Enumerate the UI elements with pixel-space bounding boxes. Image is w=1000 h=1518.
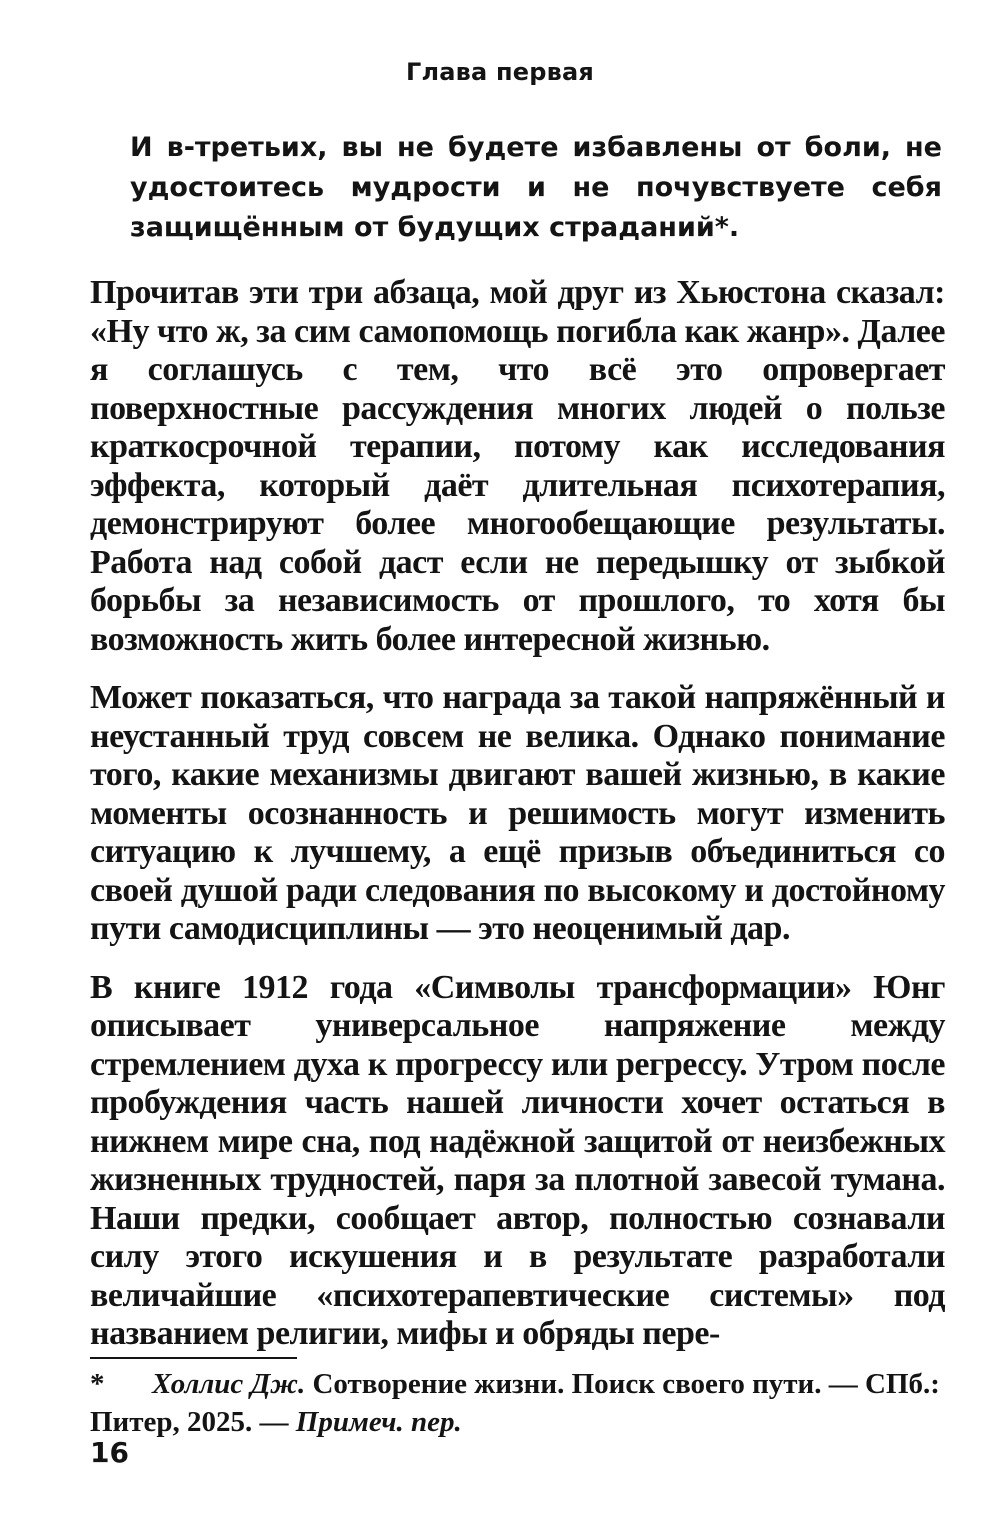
footnote-divider [90,1357,297,1359]
footnote-marker: * [90,1368,105,1400]
page-number: 16 [90,1436,129,1469]
body-text [90,274,945,1374]
paragraph: В книге 1912 года «Символы трансформации» Юнг описывает универсальное напряжение между стремлением духа к прогрессу или регрессу. Утром после пробуждения часть нашей личности хочет остаться в нижнем мире сна, под надёжной защитой от неизбежных жизненных трудностей, паря за плотной завесой тумана. Наши предки, сообщает автор, полностью сознавали силу этого искушения и в результате разработали величайшие «психотерапевтические системы» под названием религии, мифы и обряды пере- [90,968,945,1352]
running-head: Глава первая [405,58,595,86]
footnote [90,1365,950,1441]
footnote-author: Холлис Дж. [152,1368,306,1400]
paragraph: Может показаться, что награда за такой напряжённый и неустанный труд совсем не велика. Однако понимание того, какие механизмы двигают вашей жизнью, в какие моменты осознанность и решимость могут изменить ситуацию к лучшему, а ещё призыв объединиться со своей душой ради следования по высокому и достойному пути самодисциплины — это неоценимый дар. [90,679,945,947]
footnote-text: Сотворение жизни. Поиск своего пути. — СПб.: Питер, 2025. — [90,1368,940,1438]
footnote-translator-note: Примеч. пер. [295,1406,462,1438]
paragraph: Прочитав эти три абзаца, мой друг из Хьюстона сказал: «Ну что ж, за сим самопомощь погибла как жанр». Далее я соглашусь с тем, что всё это опровергает поверхностные рассуждения многих людей о пользе краткосрочной терапии, потому как исследования эффекта, который даёт длительная психотерапия, демонстрируют более многообещающие результаты. Работа над собой даст если не передышку от зыбкой борьбы за независимость от прошлого, то хотя бы возможность жить более интересной жизнью. [90,274,945,658]
block-quote: И в-третьих, вы не будете избавлены от боли, не удостоитесь мудрости и не почувствуете себя защищённым от будущих страданий*. [130,132,942,243]
